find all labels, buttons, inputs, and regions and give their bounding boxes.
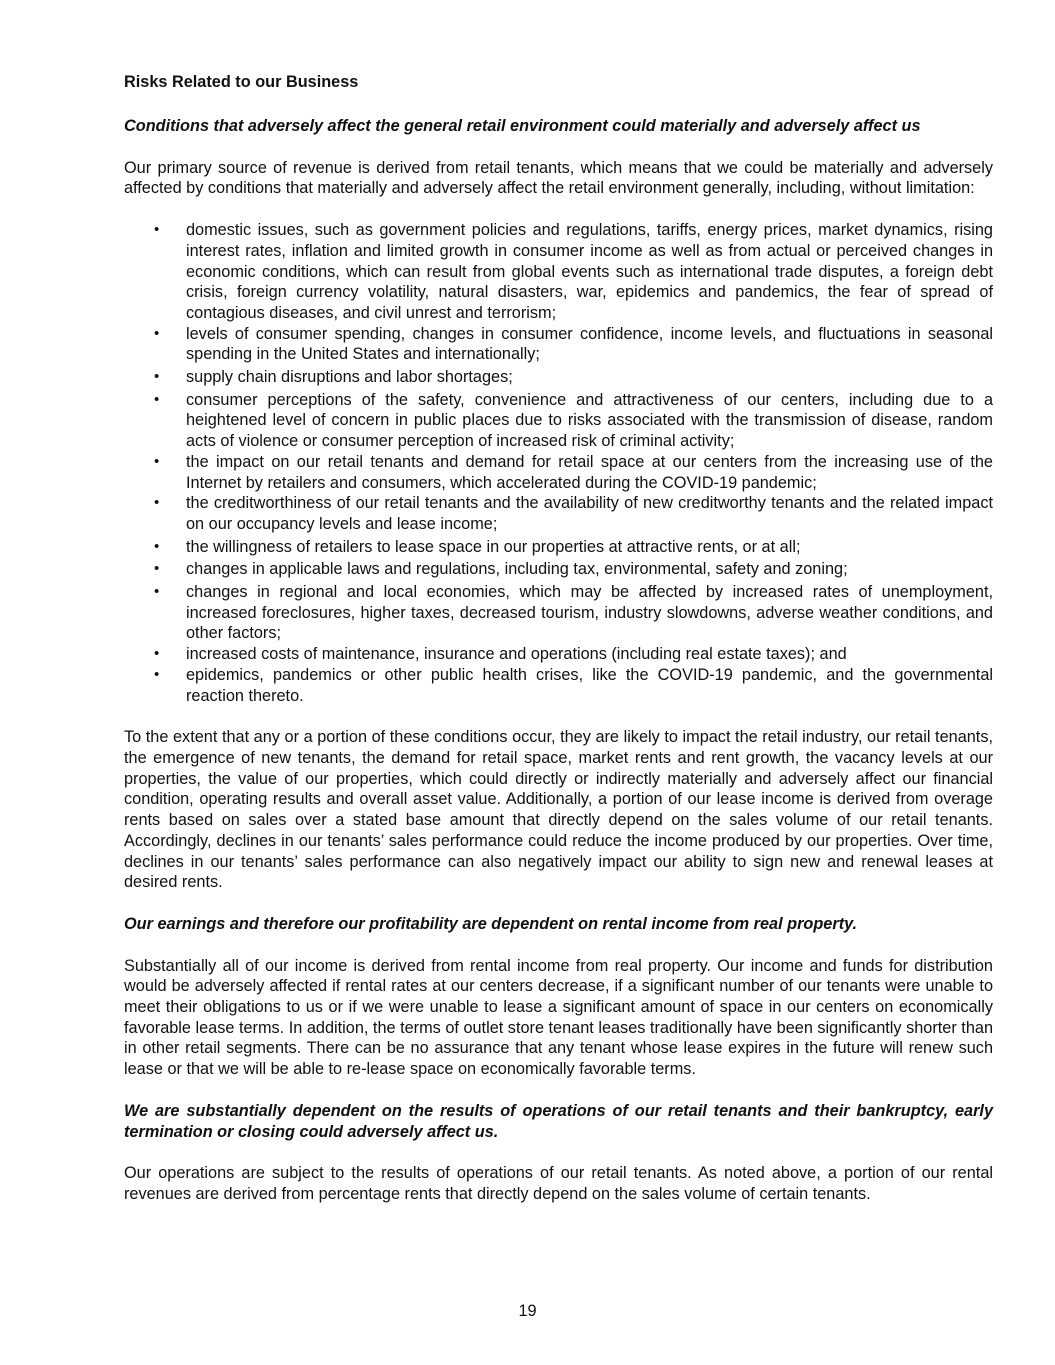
bullet-icon: • [154,494,160,512]
list-item-text: the willingness of retailers to lease space in our properties at attractive rents, or at all; [186,537,801,556]
risk-title-rental-income: Our earnings and therefore our profitability are dependent on rental income from real property. [124,914,858,933]
list-item-text: domestic issues, such as government policies and regulations, tariffs, energy prices, market dynamics, rising interest rates, inflation and limited growth in consumer income as well as from actual or perceived changes in economic conditions, which can result from global events such as international trade disputes, a foreign debt crisis, foreign currency volatility, natural disasters, war, epidemics and pandemics, the fear of spread of contagious diseases, and civil unrest and terrorism; [186,221,993,322]
risk-intro-paragraph: Our primary source of revenue is derived from retail tenants, which means that we could be materially and adversely affected by conditions that materially and adversely affect the retail environment generally, including, without limitation: [124,158,993,198]
list-item-text: epidemics, pandemics or other public health crises, like the COVID-19 pandemic, and the governmental reaction thereto. [186,665,993,705]
bullet-icon: • [154,583,160,601]
list-item [124,493,993,534]
list-item-text: changes in regional and local economies, which may be affected by increased rates of unemployment, increased foreclosures, higher taxes, decreased tourism, industry slowdowns, adverse weather conditions, and other factors; [186,583,993,643]
document-page [124,72,993,1205]
list-item [124,537,993,558]
section-heading: Risks Related to our Business [124,73,359,91]
bullet-icon: • [154,537,160,555]
bullet-icon: • [154,368,160,386]
list-item [124,367,993,388]
list-item [124,390,993,452]
list-item-text: supply chain disruptions and labor shortages; [186,368,513,387]
list-item-text: the creditworthiness of our retail tenants and the availability of new creditworthy tenants and the related impact on our occupancy levels and lease income; [186,494,993,533]
risk-conclusion-paragraph: To the extent that any or a portion of these conditions occur, they are likely to impact the retail industry, our retail tenants, the emergence of new tenants, the demand for retail space, market rents and rent growth, the vacancy levels at our properties, the value of our properties, which could directly or indirectly materially and adversely affect our financial condition, operating results and overall asset value. Additionally, a portion of our lease income is derived from overage rents based on sales over a stated base amount that directly depend on the sales volume of our retail tenants. Accordingly, declines in our tenants’ sales performance could reduce the income produced by our properties. Over time, declines in our tenants’ sales performance can also negatively impact our ability to sign new and renewal leases at desired rents. [124,728,993,892]
list-item [124,665,993,706]
list-item [124,644,993,665]
rental-income-paragraph: Substantially all of our income is derived from rental income from real property. Our income and funds for distribution would be adversely affected if rental rates at our centers decrease, if a significant number of our tenants were unable to meet their obligations to us or if we were unable to lease a significant amount of space in our centers on economically favorable lease terms. In addition, the terms of outlet store tenant leases traditionally have been significantly shorter than in other retail segments. There can be no assurance that any tenant whose lease expires in the future will renew such lease or that we will be able to re-lease space on economically favorable terms. [124,956,993,1079]
bullet-icon: • [154,390,160,408]
bullet-icon: • [154,645,160,663]
list-item-text: consumer perceptions of the safety, convenience and attractiveness of our centers, including due to a heightened level of concern in public places due to risks associated with the transmission of disease, random acts of violence or consumer perception of increased risk of criminal activity; [186,390,993,451]
bullet-icon: • [154,221,160,239]
bullet-icon: • [154,452,160,470]
list-item [124,220,993,324]
bullet-icon: • [154,324,160,342]
list-item [124,452,993,493]
risk-title-retail-environment: Conditions that adversely affect the general retail environment could materially and adversely affect us [124,117,921,135]
list-item-text: the impact on our retail tenants and demand for retail space at our centers from the increasing use of the Internet by retailers and consumers, which accelerated during the COVID-19 pandemic; [186,452,993,492]
list-item [124,324,993,365]
risk-title-tenant-operations: We are substantially dependent on the results of operations of our retail tenants and their bankruptcy, early termination or closing could adversely affect us. [124,1101,993,1141]
list-item-text: changes in applicable laws and regulations, including tax, environmental, safety and zoning; [186,560,848,579]
bullet-icon: • [154,665,160,683]
risk-factor-list [124,220,993,706]
tenant-operations-paragraph: Our operations are subject to the results of operations of our retail tenants. As noted above, a portion of our rental revenues are derived from percentage rents that directly depend on the sales volume of certain tenants. [124,1164,993,1203]
list-item [124,559,993,580]
list-item-text: levels of consumer spending, changes in consumer confidence, income levels, and fluctuations in seasonal spending in the United States and internationally; [186,324,993,364]
list-item [124,582,993,644]
page-number: 19 [518,1302,537,1320]
bullet-icon: • [154,560,160,578]
list-item-text: increased costs of maintenance, insurance and operations (including real estate taxes); and [186,645,847,664]
